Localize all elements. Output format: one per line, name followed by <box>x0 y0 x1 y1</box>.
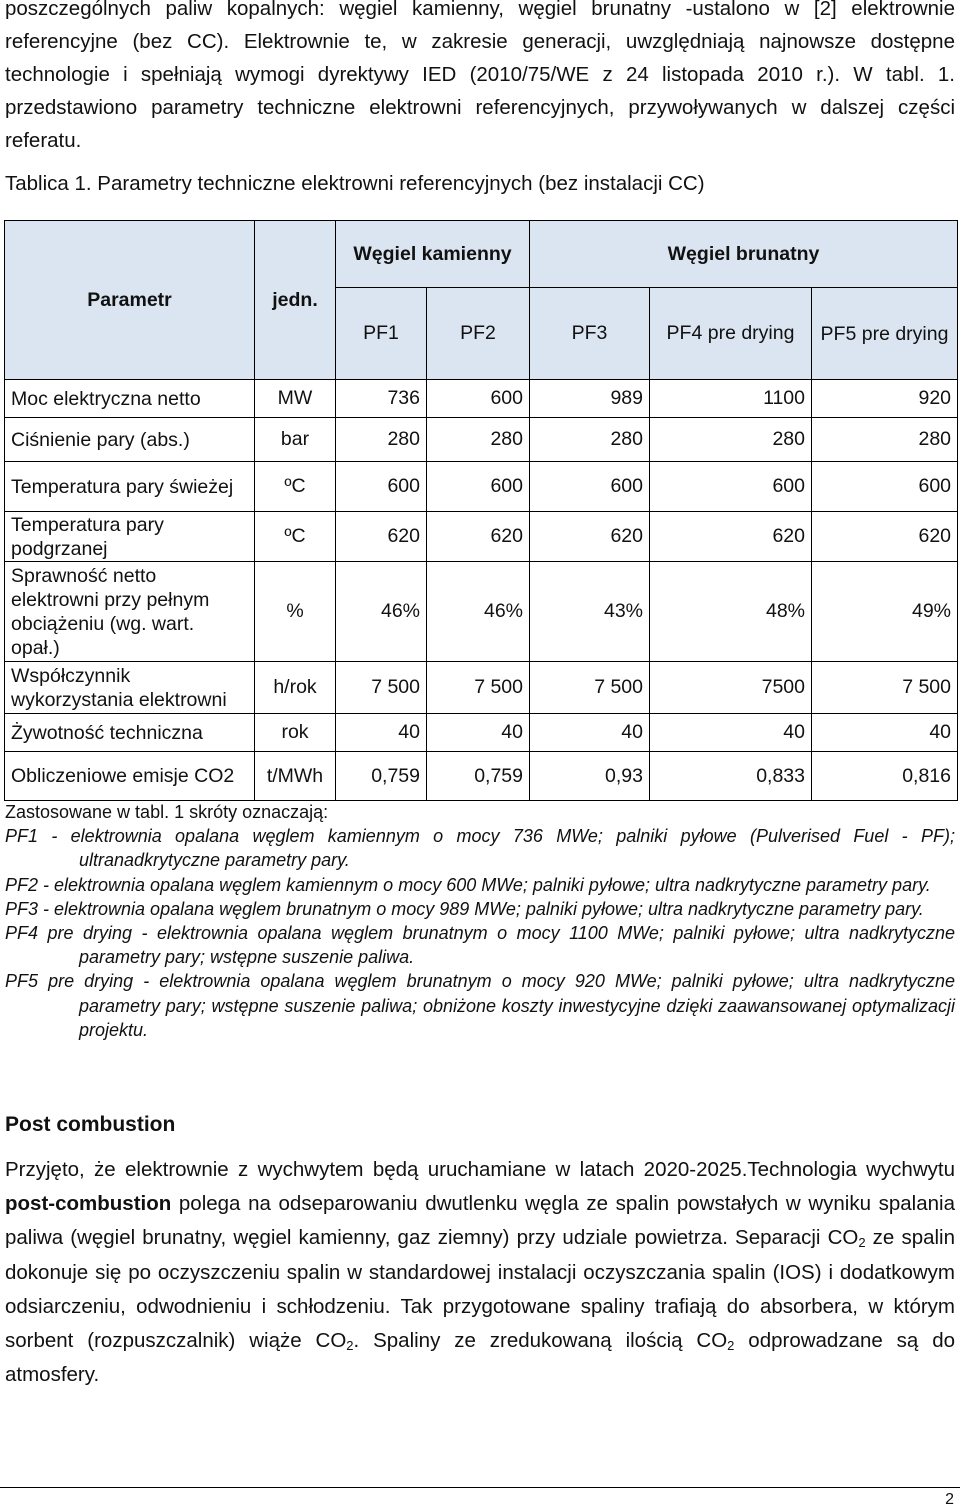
row-label: Żywotność techniczna <box>5 714 255 752</box>
row-value: 620 <box>650 512 812 562</box>
row-unit: % <box>255 562 336 662</box>
body-text-2: polega na odseparowaniu dwutlenku węgla ze spalin powstałych w wyniku spalania paliwa (węgiel brunatny, węgiel kamienny, gaz ziemny) przy udziale powietrza. Separacji CO <box>5 1192 955 1250</box>
row-unit: ºC <box>255 462 336 512</box>
table-row <box>5 752 958 801</box>
co2-subscript: 2 <box>346 1338 354 1354</box>
footer-rule <box>0 1487 960 1488</box>
row-value: 736 <box>336 380 427 418</box>
row-value: 7 500 <box>336 662 427 714</box>
row-value: 600 <box>427 462 530 512</box>
header-col-pf2: PF2 <box>427 288 530 380</box>
row-value: 0,816 <box>812 752 958 801</box>
note-pf1: PF1 - elektrownia opalana węglem kamiennym o mocy 736 MWe; palniki pyłowe (Pulverised Fuel - PF); ultranadkrytyczne parametry pary. <box>5 826 955 871</box>
section-heading: Post combustion <box>5 1113 176 1136</box>
row-unit: rok <box>255 714 336 752</box>
row-label: Moc elektryczna netto <box>5 380 255 418</box>
row-value: 600 <box>427 380 530 418</box>
row-unit: ºC <box>255 512 336 562</box>
row-label: Ciśnienie pary (abs.) <box>5 418 255 462</box>
body-bold-term: post-combustion <box>5 1192 172 1216</box>
table-row <box>5 662 958 714</box>
header-col-pf4: PF4 pre drying <box>650 288 812 380</box>
row-value: 620 <box>336 512 427 562</box>
row-value: 620 <box>812 512 958 562</box>
row-value: 0,759 <box>336 752 427 801</box>
intro-paragraph: poszczególnych paliw kopalnych: węgiel kamienny, węgiel brunatny -ustalono w [2] elektrownie referencyjne (bez CC). Elektrownie te, w zakresie generacji, uwzględniają najnowsze dostępne technologie i spełniają wymogi dyrektywy IED (2010/75/WE z 24 listopada 2010 r.). W tabl. 1. przedstawiono parametry techniczne elektrowni referencyjnych, przywoływanych w dalszej części referatu. <box>5 0 955 152</box>
row-value: 49% <box>812 562 958 662</box>
body-text-3: ze spalin dokonuje się po oczyszczeniu spalin w standardowej instalacji oczyszczania spalin (IOS) i dodatkowym odsiarczeniu, odwodnieniu i schłodzeniu. Tak przygotowane spaliny trafiają do absorbera, w którym sorbent (rozpuszczalnik) wiąże CO <box>5 1226 956 1353</box>
body-paragraph <box>5 1153 955 1392</box>
row-value: 280 <box>427 418 530 462</box>
row-value: 7 500 <box>427 662 530 714</box>
header-hard-coal: Węgiel kamienny <box>336 221 530 288</box>
table-row <box>5 714 958 752</box>
note-pf4: PF4 pre drying - elektrownia opalana węglem brunatnym o mocy 1100 MWe; palniki pyłowe; ultra nadkrytyczne parametry pary; wstępne suszenie paliwa. <box>5 923 955 968</box>
header-unit: jedn. <box>255 221 336 380</box>
body-text-1: Przyjęto, że elektrownie z wychwytem będą uruchamiane w latach 2020-2025.Technologia wychwytu <box>5 1158 955 1181</box>
row-value: 40 <box>336 714 427 752</box>
row-value: 1100 <box>650 380 812 418</box>
row-value: 7 500 <box>530 662 650 714</box>
body-text-5: odprowadzane są do atmosfery. <box>5 1329 955 1387</box>
row-value: 7500 <box>650 662 812 714</box>
row-label: Temperatura pary podgrzanej <box>5 512 255 562</box>
row-value: 600 <box>812 462 958 512</box>
table-caption: Tablica 1. Parametry techniczne elektrowni referencyjnych (bez instalacji CC) <box>5 172 705 195</box>
row-value: 48% <box>650 562 812 662</box>
row-label: Współczynnik wykorzystania elektrowni <box>5 662 255 714</box>
table-row <box>5 512 958 562</box>
header-brown-coal: Węgiel brunatny <box>530 221 958 288</box>
row-value: 280 <box>812 418 958 462</box>
row-value: 620 <box>530 512 650 562</box>
row-value: 920 <box>812 380 958 418</box>
header-col-pf3: PF3 <box>530 288 650 380</box>
header-parameter: Parametr <box>5 221 255 380</box>
row-value: 46% <box>336 562 427 662</box>
row-value: 280 <box>530 418 650 462</box>
page-number: 2 <box>945 1491 954 1508</box>
row-value: 46% <box>427 562 530 662</box>
row-unit: bar <box>255 418 336 462</box>
row-value: 0,833 <box>650 752 812 801</box>
row-value: 280 <box>650 418 812 462</box>
row-value: 0,759 <box>427 752 530 801</box>
row-value: 989 <box>530 380 650 418</box>
row-value: 280 <box>336 418 427 462</box>
row-unit: MW <box>255 380 336 418</box>
row-value: 620 <box>427 512 530 562</box>
row-value: 600 <box>530 462 650 512</box>
co2-subscript: 2 <box>858 1235 866 1251</box>
row-value: 7 500 <box>812 662 958 714</box>
row-label: Sprawność netto elektrowni przy pełnym obciążeniu (wg. wart. opał.) <box>5 562 255 662</box>
row-value: 40 <box>812 714 958 752</box>
parameters-table <box>4 220 958 801</box>
row-value: 600 <box>650 462 812 512</box>
co2-subscript: 2 <box>727 1338 735 1354</box>
body-text-4: . Spaliny ze zredukowaną ilością CO <box>353 1329 728 1353</box>
row-unit: t/MWh <box>255 752 336 801</box>
abbreviation-notes <box>5 800 955 1042</box>
header-col-pf5: PF5 pre drying <box>812 288 958 380</box>
table-body <box>5 380 958 801</box>
notes-intro: Zastosowane w tabl. 1 skróty oznaczają: <box>5 802 329 822</box>
row-label: Obliczeniowe emisje CO2 <box>5 752 255 801</box>
row-value: 0,93 <box>530 752 650 801</box>
table-row <box>5 462 958 512</box>
note-pf2: PF2 - elektrownia opalana węglem kamiennym o mocy 600 MWe; palniki pyłowe; ultra nadkrytyczne parametry pary. <box>5 874 931 895</box>
row-label: Temperatura pary świeżej <box>5 462 255 512</box>
row-value: 40 <box>427 714 530 752</box>
note-pf5: PF5 pre drying - elektrownia opalana węglem brunatnym o mocy 920 MWe; palniki pyłowe; ultra nadkrytyczne parametry pary; wstępne suszenie paliwa; obniżone koszty inwestycyjne dzięki zaawansowanej optymalizacji projektu. <box>5 971 955 1040</box>
header-col-pf1: PF1 <box>336 288 427 380</box>
table-row <box>5 418 958 462</box>
row-value: 43% <box>530 562 650 662</box>
table-row <box>5 562 958 662</box>
table-row <box>5 380 958 418</box>
row-value: 600 <box>336 462 427 512</box>
note-pf3: PF3 - elektrownia opalana węglem brunatnym o mocy 989 MWe; palniki pyłowe; ultra nadkrytyczne parametry pary. <box>5 898 924 919</box>
row-value: 40 <box>530 714 650 752</box>
row-unit: h/rok <box>255 662 336 714</box>
row-value: 40 <box>650 714 812 752</box>
